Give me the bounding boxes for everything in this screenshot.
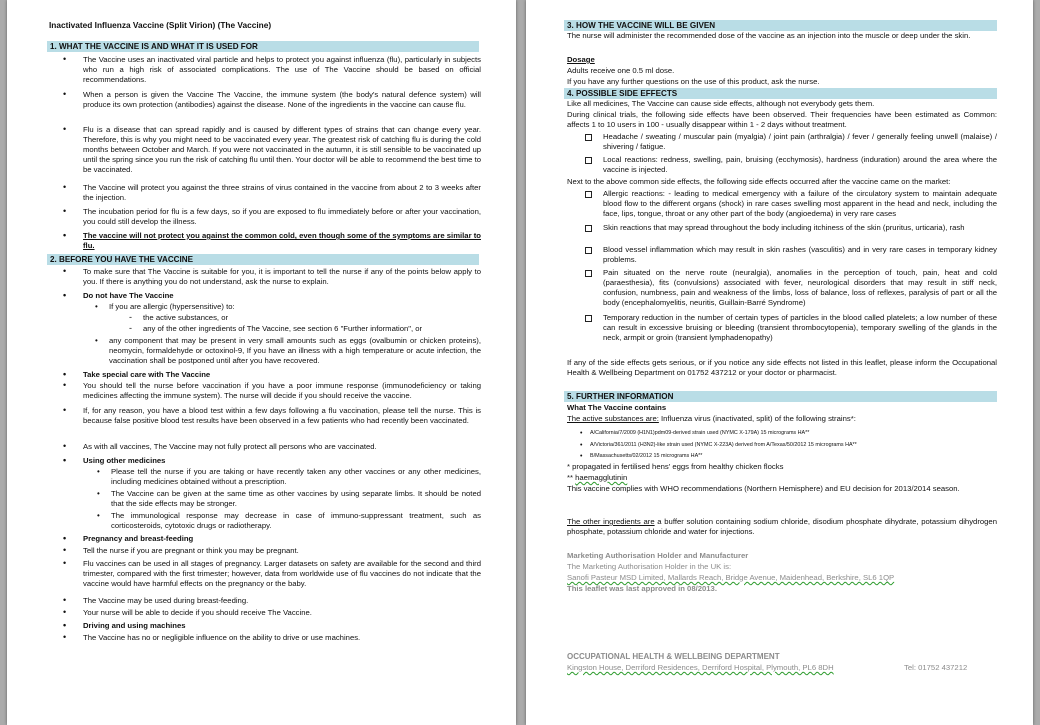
other-ingredients bbox=[567, 517, 997, 537]
s4-common-item-2: Local reactions: redness, swelling, pain, bruising (ecchymosis), hardness (induration) around the area where the vaccine is injected. bbox=[603, 155, 997, 174]
s2-other-item-1: • Please tell the nurse if you are taking or have recently taken any other vaccines or any other medicines, including medicines obtained without a prescription. bbox=[111, 467, 481, 487]
strain-1: • A/California/7/2009 (H1N1)pdm09-derived strain used (NYMC X-179A) 15 micrograms HA** bbox=[590, 429, 997, 438]
s2-care-bullet-1: • You should tell the nurse before vaccination if you have a poor immune response (immunodeficiency or taking medicines affecting the immune system). The nurse will decide if you should receive the vaccine. bbox=[83, 381, 481, 401]
leaflet-page-1 bbox=[7, 0, 516, 725]
section-4-heading: 4. POSSIBLE SIDE EFFECTS bbox=[564, 88, 997, 99]
s2-care-bullet-3: • As with all vaccines, The Vaccine may not fully protect all persons who are vaccinated. bbox=[83, 442, 481, 452]
s4-market-item-2: Skin reactions that may spread throughout the body including itchiness of the skin (pruritus, urticaria), rash bbox=[603, 223, 997, 233]
s1-bullet-2: • When a person is given the Vaccine The Vaccine, the immune system (the body's natural defence system) will produce its own protection (antibodies) against the disease. None of the ingredients in the vaccine can cause flu. bbox=[83, 90, 481, 110]
s2-subheading-do-not-have: • Do not have The Vaccine bbox=[83, 291, 481, 301]
s1-bullet-3: • Flu is a disease that can spread rapidly and is caused by different types of strains that can change every year. Therefore, this is why you might need to be vaccinated every year. The greatest risk of catching flu is during the cold months between October and March. If you were not vaccinated in the autumn, it is still sensible to be vaccinated up until the spring since you run the risk of catching flu until then. Your doctor will be able to recommend the best time to be vaccinated. bbox=[83, 125, 481, 175]
dosage-label: Dosage bbox=[567, 55, 595, 64]
s2-other-item-3: • The immunological response may decrease in case of immuno-suppressant treatment, such as corticosteroids, cytotoxic drugs or radiotherapy. bbox=[111, 511, 481, 531]
s2-other-item-2: • The Vaccine can be given at the same time as other vaccines by using separate limbs. It should be noted that the side effects may be stronger. bbox=[111, 489, 481, 509]
s4-market-item-4: Pain situated on the nerve route (neuralgia), anomalies in the perception of touch, pain, heat and cold (paraesthesia), fits (convulsions) associated with fever, neurological disorders that may result in stiff neck, confusion, numbness, pain and weakness of the limbs, loss of balance, loss of reflexes, paralysis of part or all the body (encephalomyelitis, neuritis, Guillain-Barré Syndrome) bbox=[603, 268, 997, 307]
dosage-text: Adults receive one 0.5 ml dose. bbox=[567, 66, 675, 75]
s4-market-item-5: Temporary reduction in the number of certain types of particles in the blood called platelets; a low number of these can result in excessive bruising or bleeding (transient thrombocytopenia), temporary swelling of the glands in the neck, armpit or groin (transient lymphadenopathy) bbox=[603, 313, 997, 342]
mah-heading: Marketing Authorisation Holder and Manufacturer bbox=[567, 551, 749, 560]
mah-address: Sanofi Pasteur MSD Limited, Mallards Reach, Bridge Avenue, Maidenhead, Berkshire, SL6 1QP bbox=[567, 573, 895, 582]
s3-text: The nurse will administer the recommended dose of the vaccine as an injection into the muscle or deep under the skin. bbox=[567, 31, 971, 40]
s2-not-have-item-2: • any component that may be present in very small amounts such as eggs (ovalbumin or chicken proteins), neomycin, formaldehyde or octoxinol-9, If you have an illness with a high temperature or acute infection, the vaccination shall be postponed until after you have recovered. bbox=[109, 336, 481, 366]
ha-note-line bbox=[567, 473, 627, 483]
footer-address: Kingston House, Derriford Residences, Derriford Hospital, Plymouth, PL6 8DH bbox=[567, 663, 834, 672]
s2-subheading-driving: • Driving and using machines bbox=[83, 621, 481, 631]
who-note: This vaccine complies with WHO recommendations (Northern Hemisphere) and EU decision for 2013/2014 season. bbox=[567, 484, 960, 493]
ha-note-marker: ** bbox=[567, 473, 576, 482]
s2-subheading-pregnancy: • Pregnancy and breast-feeding bbox=[83, 534, 481, 544]
s4-common-item-1: Headache / sweating / muscular pain (myalgia) / joint pain (arthralgia) / fever / generally feeling unwell (malaise) / shivering / fatigue. bbox=[603, 132, 997, 151]
s2-bullet-1: • To make sure that The Vaccine is suitable for you, it is important to tell the nurse if any of the points below apply to you. If there is anything you do not understand, ask the nurse to explain. bbox=[83, 267, 481, 287]
other-ingredients-text: a buffer solution containing sodium chloride, disodium phosphate dihydrate, potassium dihydrogen phosphate, potassium chloride and water for injections. bbox=[567, 517, 997, 536]
mah-date: This leaflet was last approved in 08/2013. bbox=[567, 584, 717, 593]
s5-active-label: The active substances are: bbox=[567, 414, 659, 423]
s2-subheading-other-medicines: • Using other medicines bbox=[83, 456, 481, 466]
s4-market-item-1: Allergic reactions: - leading to medical emergency with a failure of the circulatory system to maintain adequate blood flow to the different organs (shock) in rare cases swelling most apparent in the head and neck, including the face, lips, tongue, throat or any other part of the body (angioedema) in very rare cases bbox=[603, 189, 997, 218]
s5-contains: What The Vaccine contains bbox=[567, 403, 667, 412]
propagation-note: * propagated in fertilised hens' eggs from healthy chicken flocks bbox=[567, 462, 784, 471]
s2-preg-bullet-1: • Tell the nurse if you are pregnant or think you may be pregnant. bbox=[83, 546, 481, 556]
s4-outro: If any of the side effects gets serious, or if you notice any side effects not listed in this leaflet, please inform the Occupational Health & Wellbeing Department on 01752 437212 or your doctor or pharmacist. bbox=[567, 358, 997, 377]
section-2-heading: 2. BEFORE YOU HAVE THE VACCINE bbox=[47, 254, 479, 265]
s2-not-have-item-1: • If you are allergic (hypersensitive) to: bbox=[109, 302, 481, 312]
s2-care-bullet-2: • If, for any reason, you have a blood test within a few days following a flu vaccination, please tell the nurse. This is because false positive blood test results have been observed in a few patients who had recently been vaccinated. bbox=[83, 406, 481, 426]
footer-telephone: Tel: 01752 437212 bbox=[904, 663, 968, 672]
s2-not-have-item-1b: - any of the other ingredients of The Vaccine, see section 6 "Further information", or bbox=[143, 324, 481, 334]
s2-preg-bullet-2: • Flu vaccines can be used in all stages of pregnancy. Larger datasets on safety are available for the second and third trimester, compared with the first trimester; however, data from worldwide use of flu vaccines do not indicate that the vaccine would have harmful effects on the pregnancy or the baby. bbox=[83, 559, 481, 589]
dosage-question: If you have any further questions on the use of this product, ask the nurse. bbox=[567, 77, 820, 86]
s1-bullet-5: • The incubation period for flu is a few days, so if you are exposed to flu immediately before or after your vaccination, you could still develop the illness. bbox=[83, 207, 481, 227]
s4-next: Next to the above common side effects, the following side effects occurred after the vaccine came on the market: bbox=[567, 177, 951, 186]
s4-market-item-3: Blood vessel inflammation which may result in skin rashes (vasculitis) and in very rare cases in temporary kidney problems. bbox=[603, 245, 997, 264]
s2-preg-bullet-4: • Your nurse will be able to decide if you should receive The Vaccine. bbox=[83, 608, 481, 618]
leaflet-page-2 bbox=[526, 0, 1033, 725]
section-1-heading: 1. WHAT THE VACCINE IS AND WHAT IT IS USED FOR bbox=[47, 41, 479, 52]
s2-subheading-special-care: • Take special care with The Vaccine bbox=[83, 370, 481, 380]
mah-line-1: The Marketing Authorisation Holder in the UK is: bbox=[567, 562, 732, 571]
s2-not-have-item-1a: - the active substances, or bbox=[143, 313, 481, 323]
s5-active-text: Influenza virus (inactivated, split) of the following strains*: bbox=[658, 414, 856, 423]
footer-department: OCCUPATIONAL HEALTH & WELLBEING DEPARTMENT bbox=[567, 652, 780, 661]
s2-drive-bullet-1: • The Vaccine has no or negligible influence on the ability to drive or use machines. bbox=[83, 633, 481, 643]
s4-intro-2: During clinical trials, the following side effects have been observed. Their frequencies have been estimated as Common: affects 1 to 10 users in 100 - usually disappear within 1 - 2 days without treatment. bbox=[567, 110, 997, 129]
section-3-heading: 3. HOW THE VACCINE WILL BE GIVEN bbox=[564, 20, 997, 31]
ha-note: haemagglutinin bbox=[575, 473, 628, 482]
strain-3: • B/Massachusetts/02/2012 15 micrograms HA** bbox=[590, 452, 997, 461]
document-title: Inactivated Influenza Vaccine (Split Virion) (The Vaccine) bbox=[49, 20, 272, 30]
s1-bullet-4: • The Vaccine will protect you against the three strains of virus contained in the vaccine from about 2 to 3 weeks after the injection. bbox=[83, 183, 481, 203]
s1-bullet-1: • The Vaccine uses an inactivated viral particle and helps to protect you against influenza (flu), particularly in subjects who run a high risk of associated complications. The use of The Vaccine should be based on official recommendations. bbox=[83, 55, 481, 85]
s5-active-line bbox=[567, 414, 997, 424]
s4-intro: Like all medicines, The Vaccine can cause side effects, although not everybody gets them. bbox=[567, 99, 875, 108]
section-5-heading: 5. FURTHER INFORMATION bbox=[564, 391, 997, 402]
other-ingredients-label: The other ingredients are bbox=[567, 517, 655, 526]
strain-2: • A/Victoria/361/2011 (H3N2)-like strain used (NYMC X-223A) derived from A/Texas/50/2012 15 micrograms HA** bbox=[590, 441, 997, 450]
s1-bullet-6: • The vaccine will not protect you against the common cold, even though some of the symptoms are similar to flu. bbox=[83, 231, 481, 251]
s2-preg-bullet-3: • The Vaccine may be used during breast-feeding. bbox=[83, 596, 481, 606]
